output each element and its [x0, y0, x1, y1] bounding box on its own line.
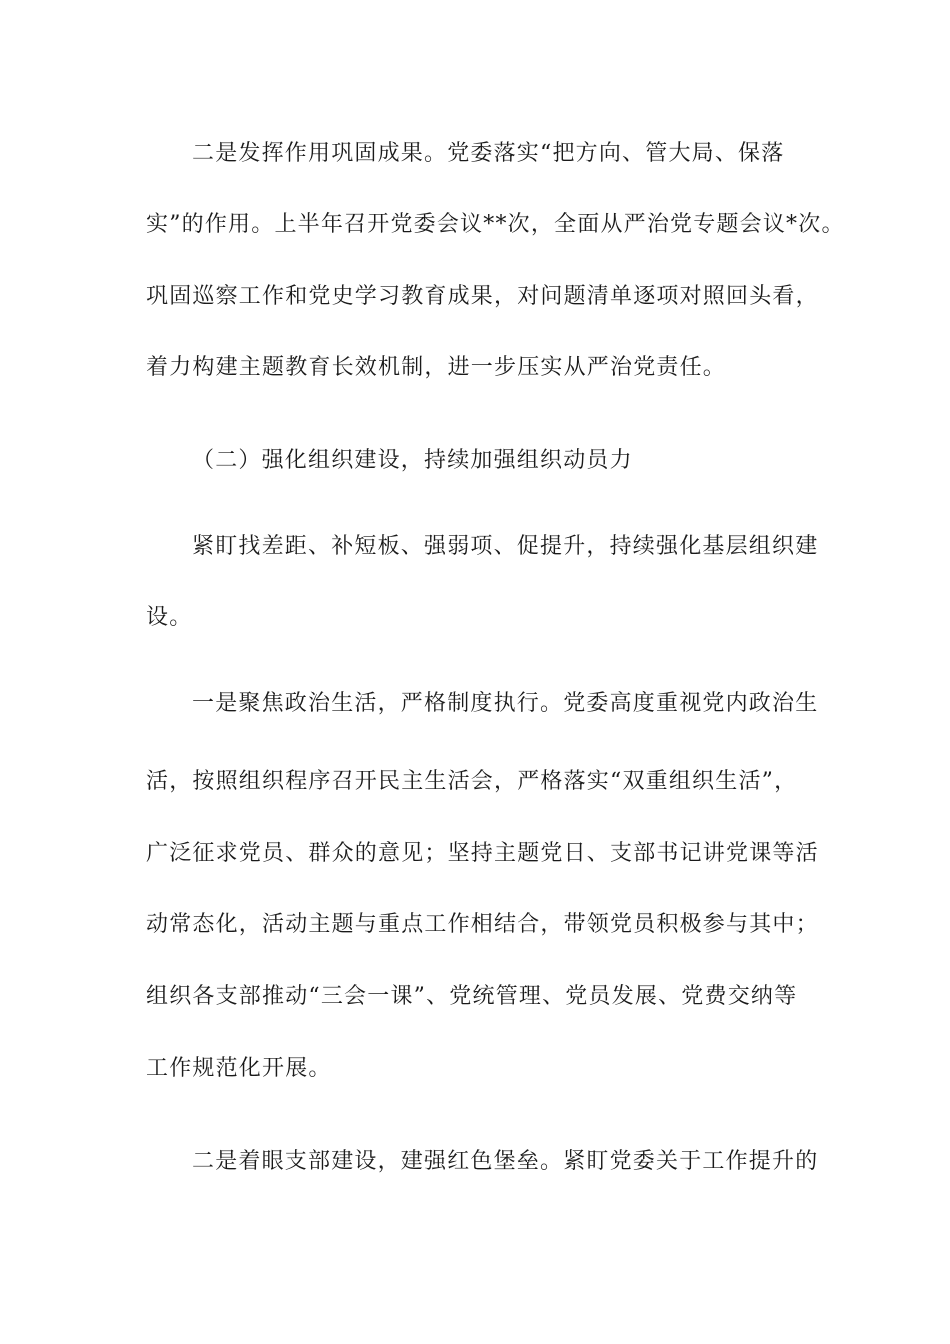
text-line: 二是着眼支部建设，建强红色堡垒。紧盯党委关于工作提升的	[192, 1149, 819, 1174]
text-line: 巩固巡察工作和党史学习教育成果，对问题清单逐项对照回头看，	[146, 284, 819, 309]
text-line: 紧盯找差距、补短板、强弱项、促提升，持续强化基层组织建	[192, 534, 819, 559]
text-line: 二是发挥作用巩固成果。党委落实“把方向、管大局、保落	[192, 141, 785, 166]
text-line: 工作规范化开展。	[146, 1056, 332, 1081]
section-heading: （二）强化组织建设，持续加强组织动员力	[192, 448, 633, 473]
text-line: 着力构建主题教育长效机制，进一步压实从严治党责任。	[146, 355, 727, 380]
text-line: 动常态化，活动主题与重点工作相结合，带领党员积极参与其中；	[146, 912, 819, 937]
text-line: 广泛征求党员、群众的意见；坚持主题党日、支部书记讲党课等活	[146, 841, 819, 866]
text-line: 一是聚焦政治生活，严格制度执行。党委高度重视党内政治生	[192, 691, 819, 716]
text-line: 设。	[146, 605, 193, 630]
text-line: 实”的作用。上半年召开党委会议**次，全面从严治党专题会议*次。	[146, 212, 845, 237]
text-line: 组织各支部推动“三会一课”、党统管理、党员发展、党费交纳等	[146, 984, 798, 1009]
text-line: 活，按照组织程序召开民主生活会，严格落实“双重组织生活”，	[146, 769, 798, 794]
